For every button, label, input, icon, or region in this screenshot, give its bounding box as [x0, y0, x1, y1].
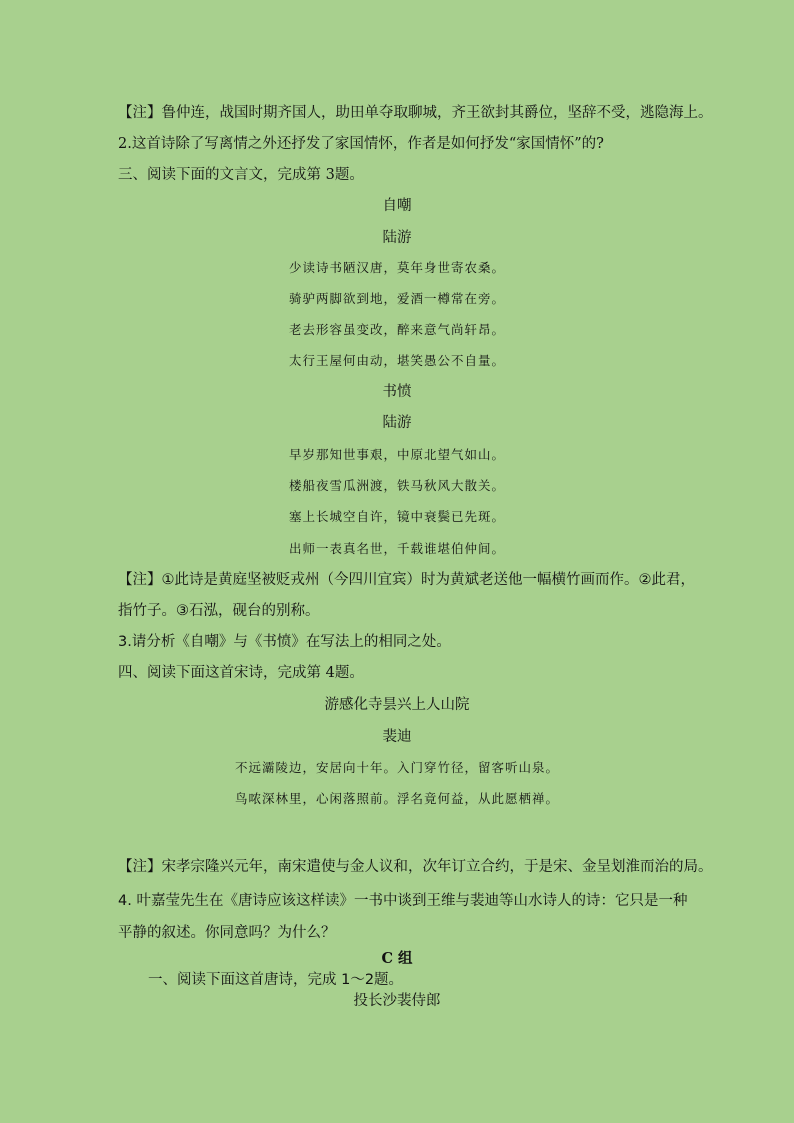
section-heading: 三、阅读下面的文言文，完成第 3题。: [118, 167, 364, 183]
poem-line: 塞上长城空自许，镜中衰鬓已先斑。: [288, 509, 505, 524]
poem-author: 陆游: [382, 230, 412, 246]
poem-title: 投长沙裴侍郎: [353, 993, 441, 1009]
poem-title: 书愤: [382, 384, 412, 400]
poem-author: 裴迪: [382, 729, 412, 745]
poem-author: 陆游: [382, 415, 412, 431]
section-heading: 四、阅读下面这首宋诗，完成第 4题。: [118, 665, 364, 681]
annotation-note-continued: 指竹子。③石泓，砚台的别称。: [118, 603, 320, 619]
group-heading: C 组: [381, 950, 413, 967]
poem-line: 早岁那知世事艰，中原北望气如山。: [288, 447, 505, 462]
poem-line: 鸟哝深林里，心闲落照前。浮名竟何益，从此愿栖禅。: [234, 791, 559, 806]
poem-title: 游感化寺昙兴上人山院: [324, 697, 470, 713]
poem-line: 骑驴两脚欲到地，爱酒一樽常在旁。: [288, 291, 505, 306]
annotation-note: 【注】鲁仲连，战国时期齐国人，助田单夺取聊城，齐王欲封其爵位，坚辞不受，逃隐海上。: [118, 105, 713, 121]
poem-line: 不远灞陵边，安居向十年。入门穿竹径，留客听山泉。: [234, 760, 559, 775]
poem-line: 出师一表真名世，千载谁堪伯仲间。: [288, 541, 505, 556]
question-3: 3.请分析《自嘲》与《书愤》在写法上的相同之处。: [118, 634, 451, 650]
question-4-continued: 平静的叙述。你同意吗？为什么？: [118, 925, 336, 941]
poem-line: 少读诗书陋汉唐，莫年身世寄农桑。: [288, 260, 505, 275]
poem-title: 自嘲: [382, 198, 412, 214]
poem-line: 太行王屋何由动，堪笑愚公不自量。: [288, 353, 505, 368]
poem-line: 楼船夜雪瓜洲渡，铁马秋风大散关。: [288, 478, 505, 493]
section-heading: 一、阅读下面这首唐诗，完成 1～2题。: [148, 972, 404, 988]
annotation-note: 【注】①此诗是黄庭坚被贬戎州（今四川宜宾）时为黄斌老送他一幅横竹画而作。②此君，: [118, 572, 695, 588]
question-2: 2.这首诗除了写离情之外还抒发了家国情怀，作者是如何抒发“家国情怀”的?: [118, 136, 604, 152]
annotation-note: 【注】宋孝宗隆兴元年，南宋遣使与金人议和，次年订立合约，于是宋、金呈划淮而治的局。: [118, 859, 713, 875]
poem-line: 老去形容虽变改，醉来意气尚轩昂。: [288, 322, 505, 337]
question-4: 4. 叶嘉莹先生在《唐诗应该这样读》一书中谈到王维与裴迪等山水诗人的诗：它只是一种: [118, 893, 688, 909]
